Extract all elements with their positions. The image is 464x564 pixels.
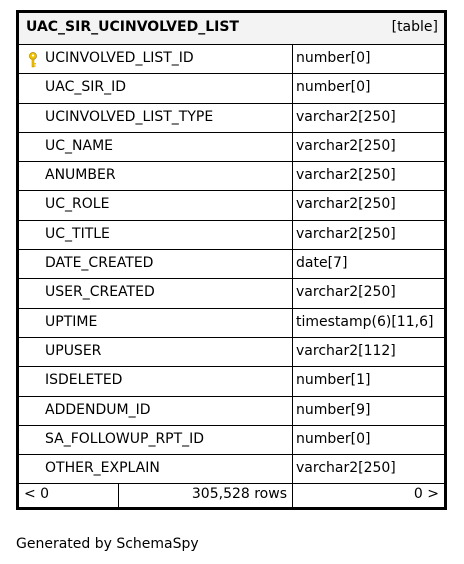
column-row[interactable] xyxy=(19,397,444,426)
column-type: varchar2[250] xyxy=(296,284,396,301)
column-row[interactable] xyxy=(19,455,444,484)
column-row[interactable] xyxy=(19,162,444,191)
column-type: number[9] xyxy=(296,401,371,418)
column-name-cell xyxy=(19,104,293,132)
column-type-cell xyxy=(293,133,444,161)
column-row[interactable] xyxy=(19,104,444,133)
column-name-cell xyxy=(19,133,293,161)
column-row[interactable] xyxy=(19,191,444,220)
table-header xyxy=(19,13,444,45)
table-name[interactable]: UAC_SIR_UCINVOLVED_LIST xyxy=(26,19,239,35)
column-type-cell xyxy=(293,279,444,307)
table-node[interactable] xyxy=(16,10,447,510)
column-row[interactable] xyxy=(19,74,444,103)
column-type: number[0] xyxy=(296,430,371,447)
primary-key-icon xyxy=(28,52,38,68)
column-type-cell xyxy=(293,221,444,249)
column-name-cell xyxy=(19,309,293,337)
column-name-cell xyxy=(19,279,293,307)
column-type: date[7] xyxy=(296,255,348,272)
column-type-cell xyxy=(293,104,444,132)
column-name: DATE_CREATED xyxy=(45,255,154,272)
column-type-cell xyxy=(293,367,444,395)
column-row[interactable] xyxy=(19,133,444,162)
column-type-cell xyxy=(293,455,444,483)
column-type: timestamp(6)[11,6] xyxy=(296,313,434,330)
column-row[interactable] xyxy=(19,45,444,74)
column-name: UPTIME xyxy=(45,313,98,330)
column-type: varchar2[250] xyxy=(296,167,396,184)
column-name: OTHER_EXPLAIN xyxy=(45,460,160,477)
parents-count: < 0 xyxy=(24,486,50,503)
column-type: varchar2[112] xyxy=(296,342,396,359)
column-type: varchar2[250] xyxy=(296,225,396,242)
parents-count-cell xyxy=(19,484,119,507)
children-count: 0 > xyxy=(413,486,439,503)
table-kind: [table] xyxy=(391,19,438,35)
column-name: ADDENDUM_ID xyxy=(45,401,151,418)
column-name: USER_CREATED xyxy=(45,284,155,301)
column-type-cell xyxy=(293,338,444,366)
column-type-cell xyxy=(293,45,444,73)
generator-credit: Generated by SchemaSpy xyxy=(16,536,199,552)
column-type-cell xyxy=(293,191,444,219)
column-type: varchar2[250] xyxy=(296,108,396,125)
column-type: number[1] xyxy=(296,372,371,389)
column-type-cell xyxy=(293,426,444,454)
column-name: ISDELETED xyxy=(45,372,123,389)
column-type-cell xyxy=(293,309,444,337)
column-row[interactable] xyxy=(19,309,444,338)
column-row[interactable] xyxy=(19,367,444,396)
column-name: UCINVOLVED_LIST_TYPE xyxy=(45,108,214,125)
column-type-cell xyxy=(293,162,444,190)
column-name-cell xyxy=(19,74,293,102)
column-type-cell xyxy=(293,74,444,102)
column-type: varchar2[250] xyxy=(296,137,396,154)
column-name-cell xyxy=(19,426,293,454)
column-name-cell xyxy=(19,250,293,278)
column-row[interactable] xyxy=(19,426,444,455)
column-name: UC_ROLE xyxy=(45,196,110,213)
column-name: ANUMBER xyxy=(45,167,116,184)
column-name-cell xyxy=(19,367,293,395)
column-name: UC_TITLE xyxy=(45,225,110,242)
column-type: varchar2[250] xyxy=(296,196,396,213)
column-type-cell xyxy=(293,250,444,278)
row-count: 305,528 rows xyxy=(191,486,287,503)
column-name-cell xyxy=(19,221,293,249)
column-type-cell xyxy=(293,397,444,425)
row-count-cell xyxy=(119,484,293,507)
column-type: number[0] xyxy=(296,50,371,66)
column-name-cell xyxy=(19,162,293,190)
column-name-cell xyxy=(19,397,293,425)
column-type: varchar2[250] xyxy=(296,460,396,477)
column-row[interactable] xyxy=(19,250,444,279)
column-name: SA_FOLLOWUP_RPT_ID xyxy=(45,430,205,447)
children-count-cell xyxy=(293,484,444,507)
column-name: UAC_SIR_ID xyxy=(45,79,127,96)
column-name-cell xyxy=(19,455,293,483)
column-row[interactable] xyxy=(19,221,444,250)
column-name-cell xyxy=(19,45,293,73)
column-name-cell xyxy=(19,191,293,219)
column-name-cell xyxy=(19,338,293,366)
column-type: number[0] xyxy=(296,79,371,96)
column-name: UPUSER xyxy=(45,342,102,359)
column-row[interactable] xyxy=(19,279,444,308)
table-footer xyxy=(19,484,444,507)
column-name: UCINVOLVED_LIST_ID xyxy=(45,50,194,66)
column-name: UC_NAME xyxy=(45,137,113,154)
column-list xyxy=(19,45,444,484)
column-row[interactable] xyxy=(19,338,444,367)
